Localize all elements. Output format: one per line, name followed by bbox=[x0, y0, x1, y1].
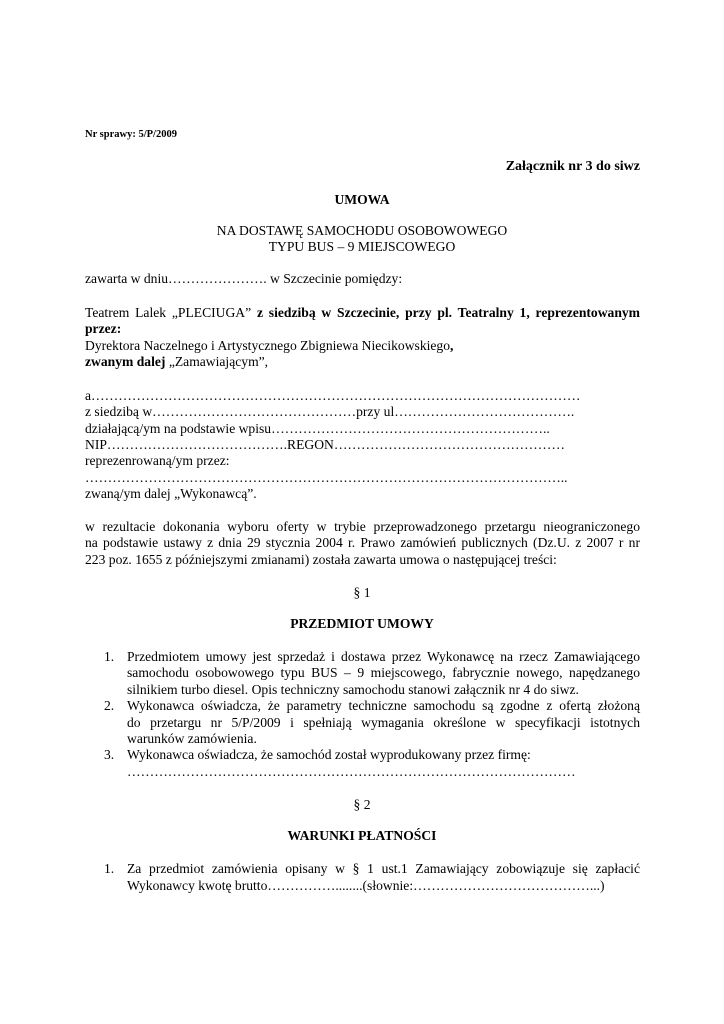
party1-name: Teatrem Lalek „PLECIUGA” bbox=[85, 305, 252, 320]
s2-item1-line2: Wykonawcy kwotę brutto……………........(słownie:…………………………………...) bbox=[127, 878, 605, 893]
concluded-line: zawarta w dniu…………………. w Szczecinie pomiędzy: bbox=[85, 271, 403, 286]
section1-heading: PRZEDMIOT UMOWY bbox=[290, 616, 434, 631]
intro-line-2: na podstawie ustawy z dnia 29 stycznia 2004 r. Prawo zamówień publicznych (Dz.U. z 2007 r nr bbox=[85, 535, 640, 550]
section2-heading: WARUNKI PŁATNOŚCI bbox=[287, 828, 437, 843]
s1-item2-line2: do przetargu nr 5/P/2009 i spełniają wymagania określone w specyfikacji istotnych bbox=[127, 715, 640, 730]
party1-called-rest: „Zamawiającym”, bbox=[165, 354, 269, 369]
document-title: UMOWA bbox=[334, 192, 390, 207]
s2-item1-line1: Za przedmiot zamówienia opisany w § 1 ust.1 Zamawiający zobowiązuje się zapłacić bbox=[127, 861, 640, 876]
party2-line-a: a……………………………………………………………………………………………… bbox=[85, 388, 581, 403]
party2-line-seat: z siedzibą w………………………………………przy ul…………………………………. bbox=[85, 404, 575, 419]
s1-item3-line2: ……………………………………………………………………………………… bbox=[127, 764, 576, 779]
s2-item1-number: 1. bbox=[104, 861, 115, 876]
s1-item2-line1: Wykonawca oświadcza, że parametry techniczne samochodu są zgodne z ofertą złożoną bbox=[127, 698, 640, 713]
s1-item2-line3: warunków zamówienia. bbox=[127, 731, 257, 746]
party2-line-nip: NIP………………………………….REGON…………………………………………… bbox=[85, 437, 565, 452]
s1-item1-line3: silnikiem turbo diesel. Opis techniczny samochodu stanowi załącznik nr 4 do siwz. bbox=[127, 682, 579, 697]
s1-item1-line2: samochodu osobowowego typu BUS – 9 miejscowego, fabrycznie nowego, napędzanego bbox=[127, 665, 640, 680]
party2-line-rep: reprezenrowaną/ym przez: bbox=[85, 453, 230, 468]
party1-comma: , bbox=[450, 338, 454, 353]
party2-line-dots: …………………………………………………………………………………………….. bbox=[85, 470, 568, 485]
party1-by: przez: bbox=[85, 321, 122, 336]
s1-item2-number: 2. bbox=[104, 698, 115, 713]
section1-sign: § 1 bbox=[353, 585, 371, 600]
s1-item3-number: 3. bbox=[104, 747, 115, 762]
section2-sign: § 2 bbox=[353, 797, 371, 812]
case-number: Nr sprawy: 5/P/2009 bbox=[85, 129, 177, 140]
s1-item3-line1: Wykonawca oświadcza, że samochód został wyprodukowany przez firmę: bbox=[127, 747, 531, 762]
intro-line-3: 223 poz. 1655 z późniejszymi zmianami) została zawarta umowa o następującej treści: bbox=[85, 552, 557, 567]
intro-line-1: w rezultacie dokonania wyboru oferty w trybie przeprowadzonego przetargu nieograniczonego bbox=[85, 519, 640, 534]
party2-line-entry: działającą/ym na podstawie wpisu…………………………………………………….. bbox=[85, 421, 550, 436]
party2-line-called: zwaną/ym dalej „Wykonawcą”. bbox=[85, 486, 257, 501]
s1-item1-number: 1. bbox=[104, 649, 115, 664]
party1-called-line bbox=[85, 353, 268, 370]
s1-item1-line1: Przedmiotem umowy jest sprzedaż i dostawa przez Wykonawcę na rzecz Zamawiającego bbox=[127, 649, 640, 664]
attachment-label: Załącznik nr 3 do siwz bbox=[505, 159, 640, 174]
party1-director-line bbox=[85, 337, 453, 354]
party1-name-line bbox=[85, 304, 640, 321]
party1-called-bold: zwanym dalej bbox=[85, 354, 166, 369]
subtitle-line-1: NA DOSTAWĘ SAMOCHODU OSOBOWOWEGO bbox=[216, 223, 508, 238]
subtitle-line-2: TYPU BUS – 9 MIEJSCOWEGO bbox=[268, 239, 456, 254]
party1-seat: z siedzibą w Szczecinie, przy pl. Teatralny 1, reprezentowanym bbox=[256, 305, 640, 320]
party1-director: Dyrektora Naczelnego i Artystycznego Zbigniewa Niecikowskiego bbox=[85, 338, 451, 353]
